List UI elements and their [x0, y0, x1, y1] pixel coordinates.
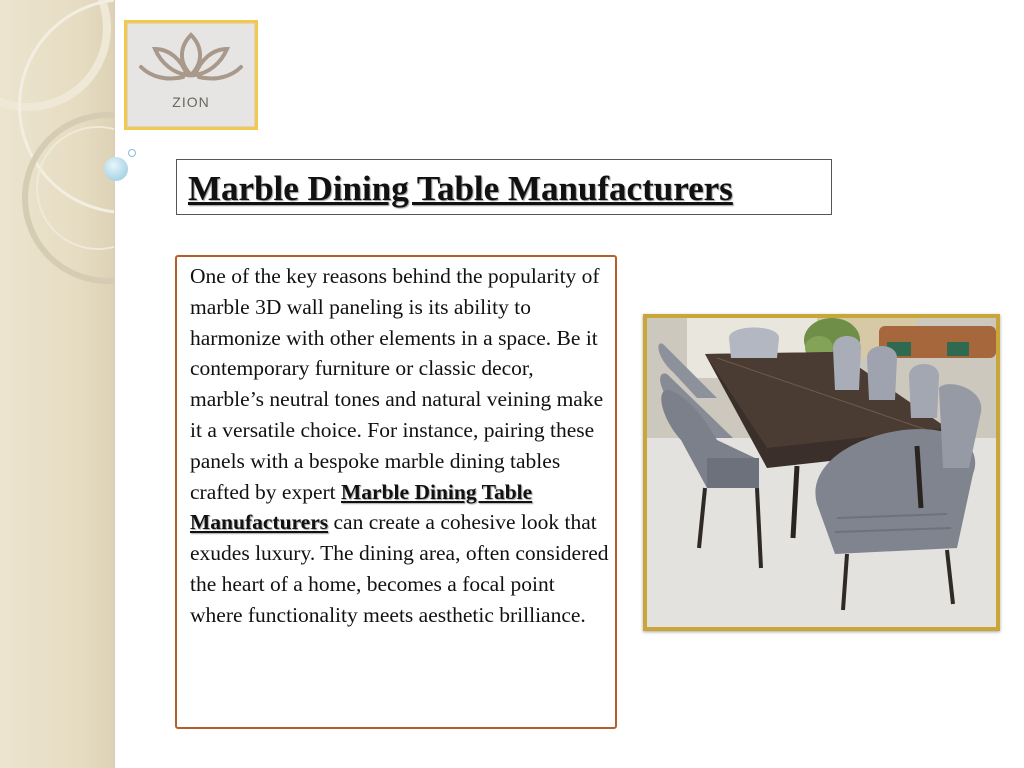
- logo-text: ZION: [172, 94, 210, 110]
- page-title: Marble Dining Table Manufacturers: [188, 169, 733, 208]
- body-paragraph: [190, 261, 610, 631]
- decorative-bubble-small: [128, 149, 136, 157]
- dining-set-illustration: [647, 318, 996, 627]
- body-text-before: One of the key reasons behind the popularity of marble 3D wall paneling is its ability to harmonize with other elements in a space. Be it contemporary furniture or classic decor, marble’s neutral tones and natural veining make it a versatile choice. For instance, pairing these panels with a bespoke marble dining tables crafted by expert: [190, 264, 604, 504]
- manufacturers-link[interactable]: Marble Dining Table Manufacturers: [190, 479, 533, 535]
- photo-frame: [643, 314, 1000, 631]
- dining-table-photo: [647, 318, 996, 627]
- title-box: [176, 159, 832, 215]
- lotus-logo-icon: [137, 31, 245, 91]
- decorative-bubble: [104, 157, 128, 181]
- logo-panel: [127, 23, 255, 127]
- body-text-box: [175, 255, 617, 729]
- decorative-side-band: [0, 0, 115, 768]
- logo: [124, 20, 258, 130]
- body-text-after: can create a cohesive look that exudes luxury. The dining area, often considered the heart of a home, becomes a focal point where functionality meets aesthetic brilliance.: [190, 510, 609, 627]
